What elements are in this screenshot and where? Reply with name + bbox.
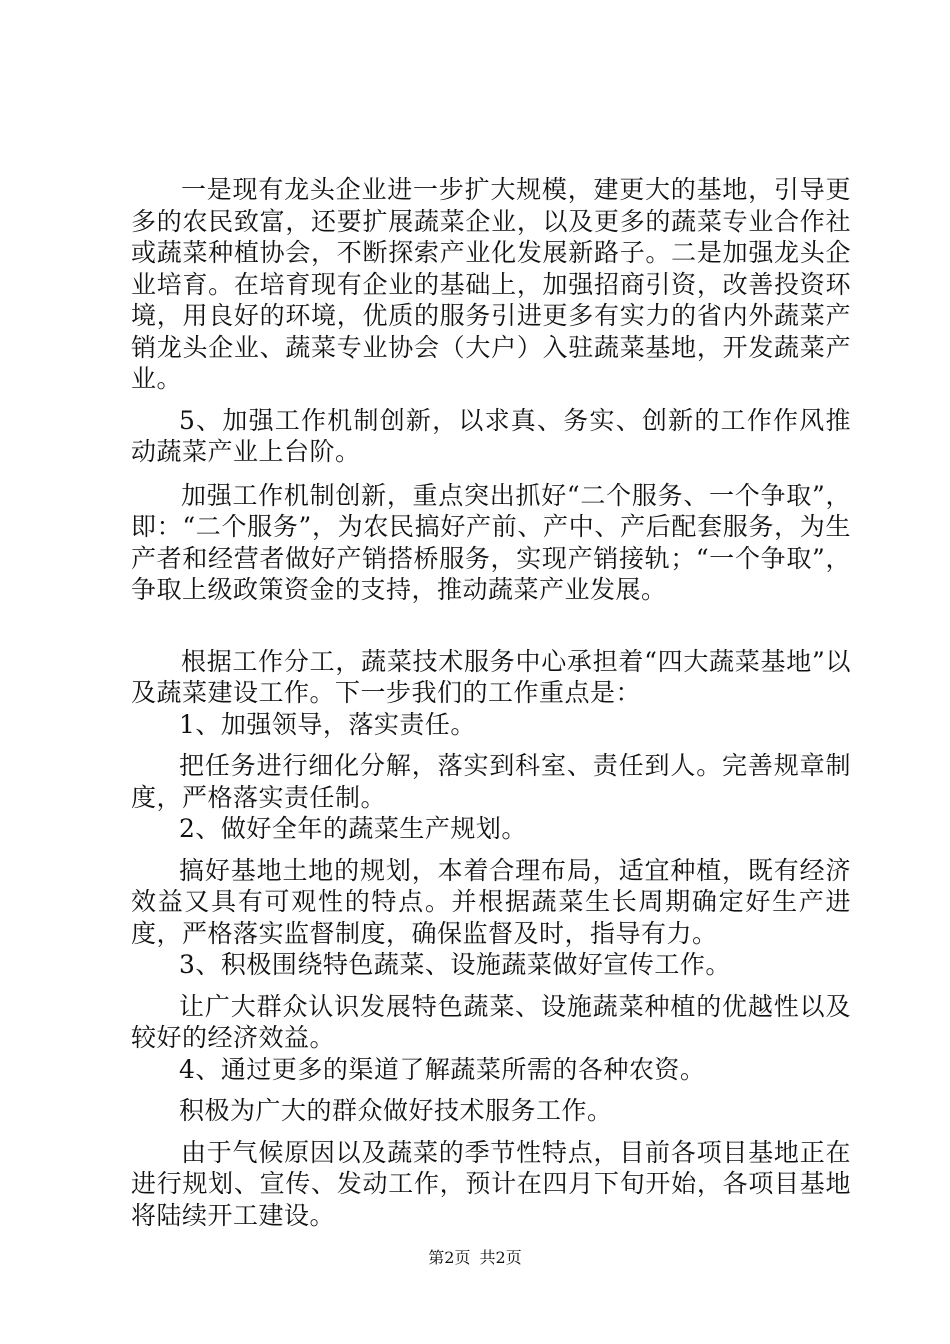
paragraph-land-planning: 搞好基地土地的规划，本着合理布局，适宜种植，既有经济效益又具有可观性的特点。并根据蔬菜生长周期确定好生产进度，严格落实监督制度，确保监督及时，指导有力。	[131, 855, 851, 948]
paragraph-task-breakdown: 把任务进行细化分解，落实到科室、责任到人。完善规章制度，严格落实责任制。	[131, 751, 851, 812]
page-total: 共2页	[479, 1248, 522, 1267]
paragraph-heading-2: 2、做好全年的蔬菜生产规划。	[179, 814, 527, 843]
page-footer	[0, 1245, 950, 1268]
paragraph-heading-5: 5、加强工作机制创新，以求真、务实、创新的工作作风推动蔬菜产业上台阶。	[131, 405, 851, 466]
paragraph-leading-enterprises: 一是现有龙头企业进一步扩大规模，建更大的基地，引导更多的农民致富，还要扩展蔬菜企业，以及更多的蔬菜专业合作社或蔬菜种植协会，不断探索产业化发展新路子。二是加强龙头企业培育。在培育现有企业的基础上，加强招商引资，改善投资环境，用良好的环境，优质的服务引进更多有实力的省内外蔬菜产销龙头企业、蔬菜专业协会（大户）入驻蔬菜基地，开发蔬菜产业。	[131, 175, 851, 393]
paragraph-mechanism-innovation: 加强工作机制创新，重点突出抓好“二个服务、一个争取”，即：“二个服务”，为农民搞好产前、产中、产后配套服务，为生产者和经营者做好产销搭桥服务，实现产销接轨；“一个争取”，争取上级政策资金的支持，推动蔬菜产业发展。	[131, 480, 851, 604]
paragraph-climate-schedule: 由于气候原因以及蔬菜的季节性特点，目前各项目基地正在进行规划、宣传、发动工作，预计在四月下旬开始，各项目基地将陆续开工建设。	[131, 1137, 851, 1230]
paragraph-work-division: 根据工作分工，蔬菜技术服务中心承担着“四大蔬菜基地”以及蔬菜建设工作。下一步我们的工作重点是：	[131, 646, 851, 707]
page-number: 第2页	[428, 1248, 471, 1267]
paragraph-tech-service: 积极为广大的群众做好技术服务工作。	[179, 1096, 613, 1125]
paragraph-heading-3: 3、积极围绕特色蔬菜、设施蔬菜做好宣传工作。	[179, 950, 731, 979]
paragraph-heading-1: 1、加强领导，落实责任。	[179, 709, 476, 739]
document-body	[131, 174, 851, 1231]
paragraph-publicity: 让广大群众认识发展特色蔬菜、设施蔬菜种植的优越性以及较好的经济效益。	[131, 991, 851, 1052]
paragraph-heading-4: 4、通过更多的渠道了解蔬菜所需的各种农资。	[179, 1054, 706, 1084]
